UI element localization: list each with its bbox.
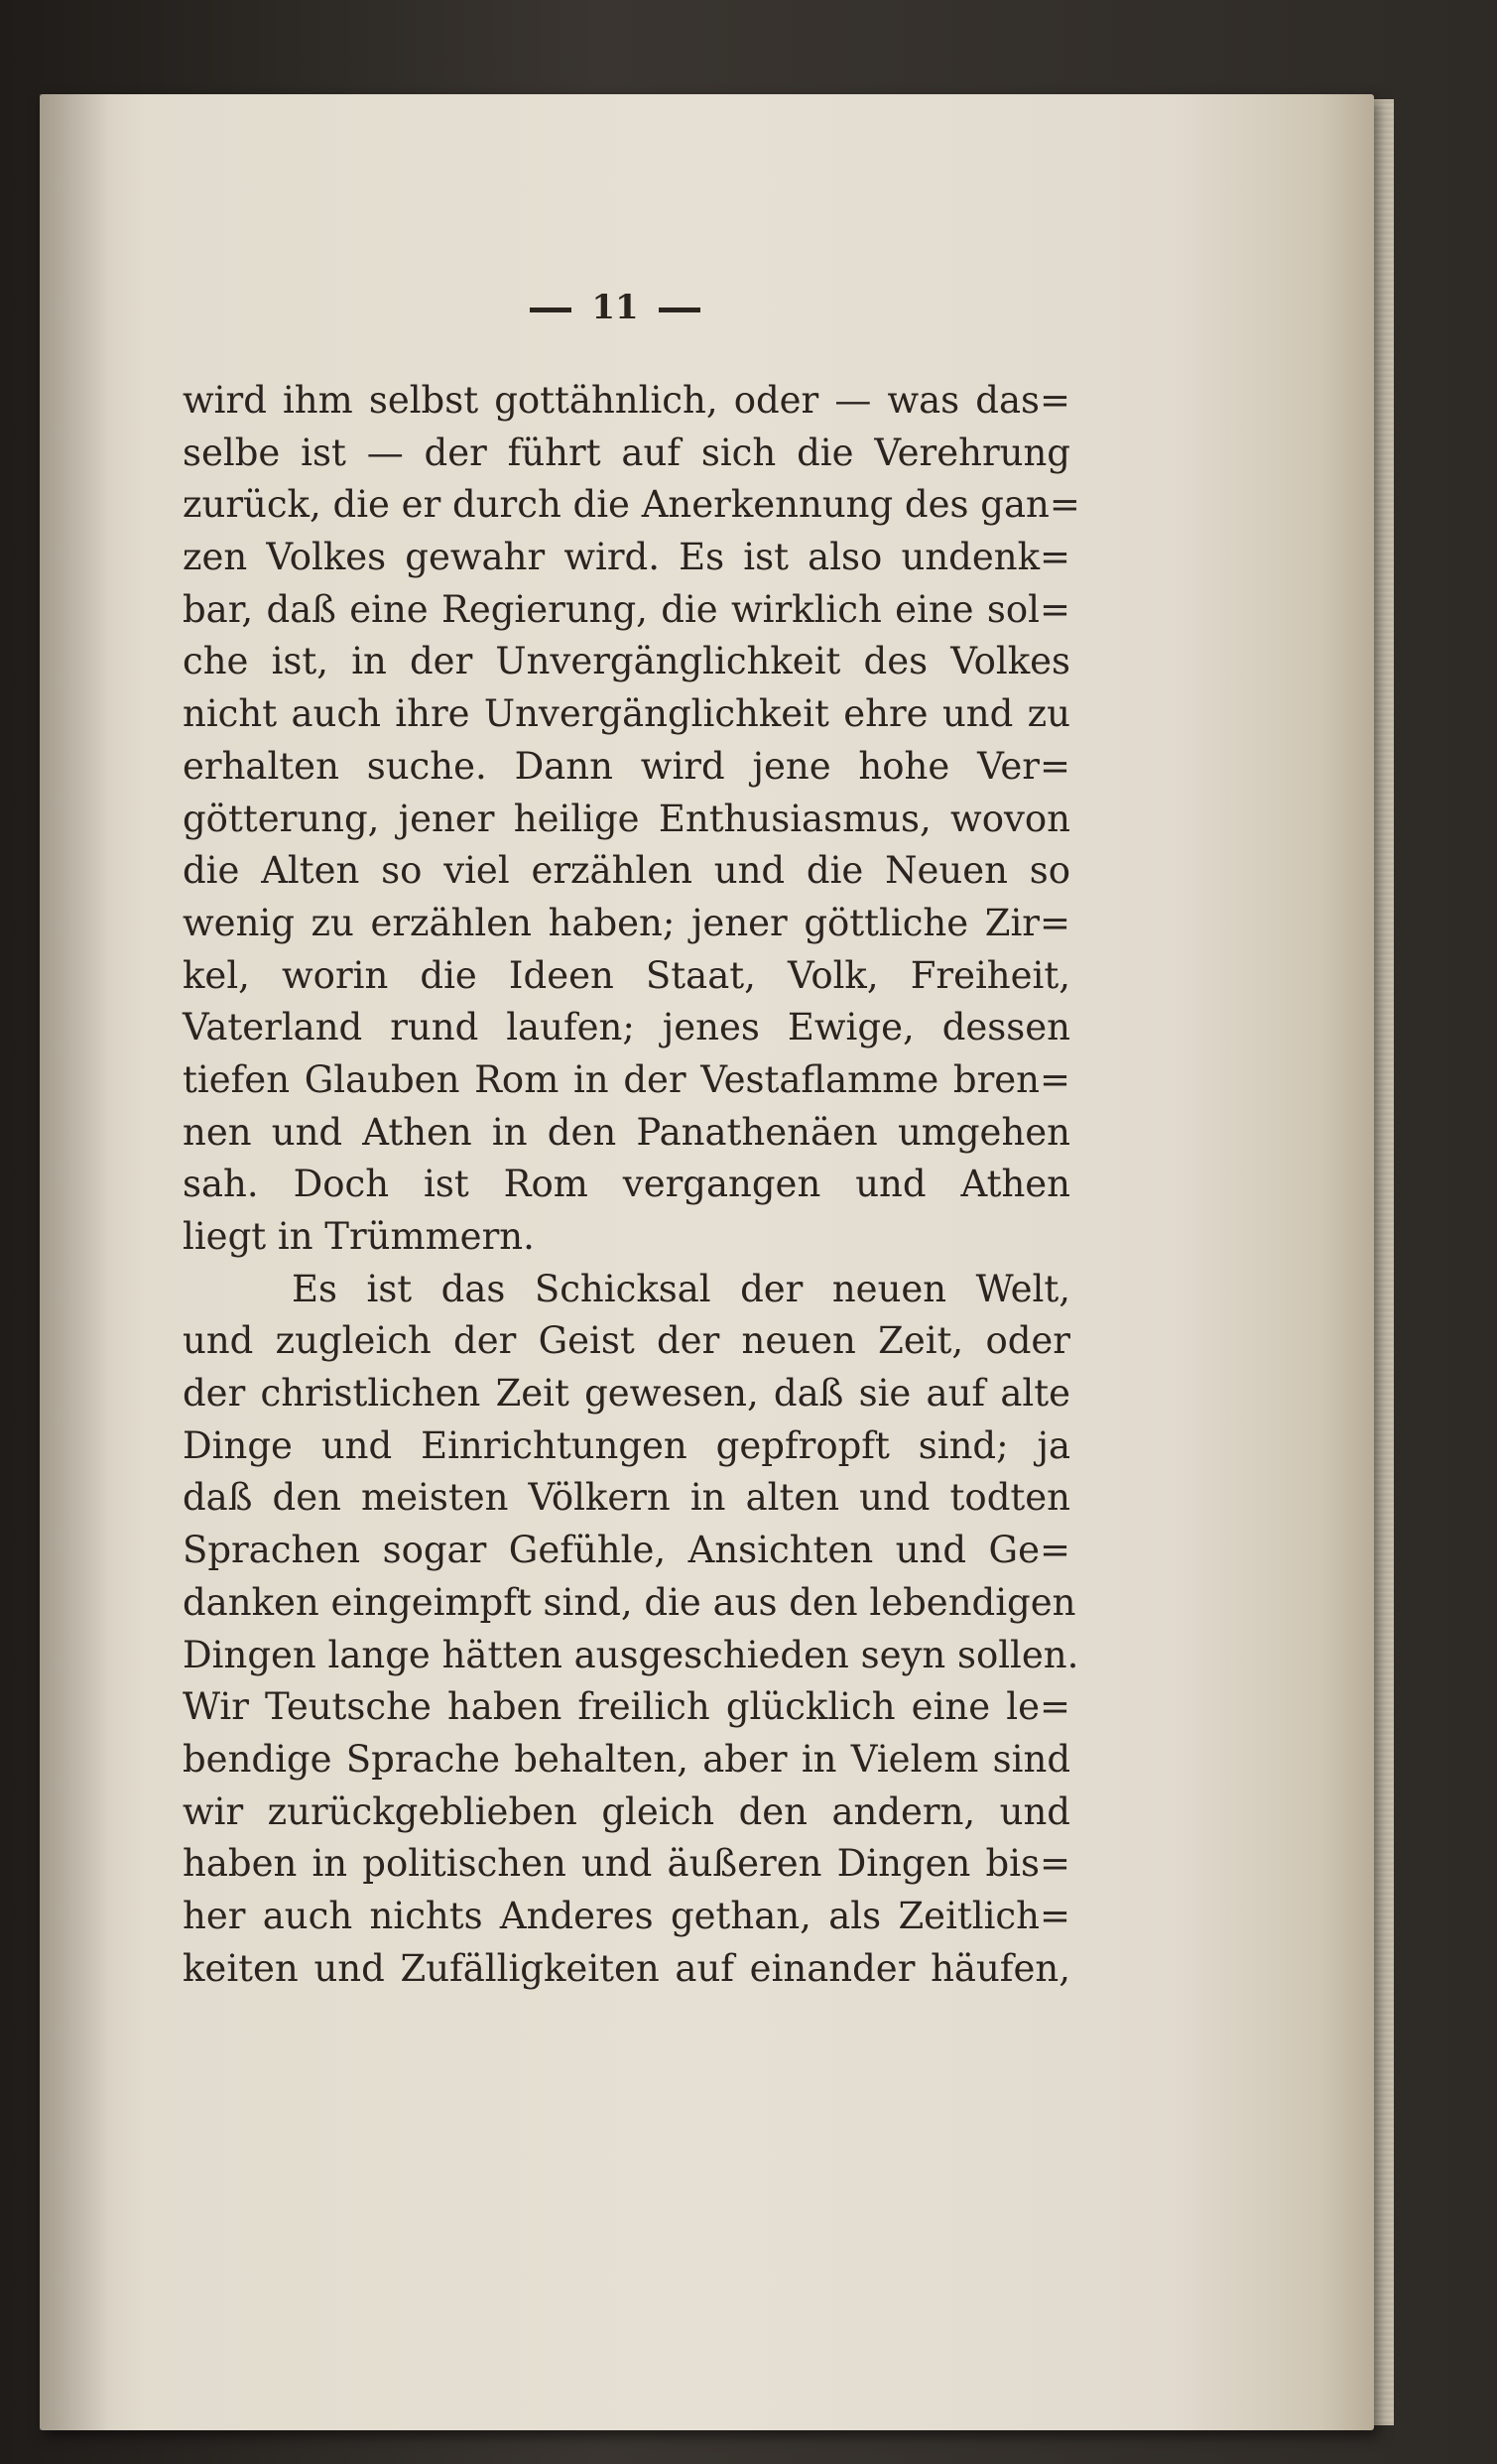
text-line: Sprachen sogar Gefühle, Ansichten und Ge= <box>183 1529 1070 1572</box>
text-line: götterung, jener heilige Enthusiasmus, wovon <box>183 797 1070 840</box>
text-line: bar, daß eine Regierung, die wirklich eine sol= <box>183 587 1070 631</box>
text-line: haben in politischen und äußeren Dingen bis= <box>183 1842 1070 1886</box>
text-line: kel, worin die Ideen Staat, Volk, Freiheit, <box>183 953 1070 997</box>
text-line: sah. Doch ist Rom vergangen und Athen <box>183 1163 1070 1206</box>
text-line: der christlichen Zeit gewesen, daß sie auf alte <box>183 1372 1070 1416</box>
text-line: Wir Teutsche haben freilich glücklich eine le= <box>183 1685 1070 1729</box>
text-line: zurück, die er durch die Anerkennung des gan= <box>183 483 1080 527</box>
text-line: wird ihm selbst gottähnlich, oder — was das= <box>183 379 1070 422</box>
text-line: liegt in Trümmern. <box>183 1215 535 1258</box>
page-number: 11 <box>591 288 639 327</box>
page-gutter-shadow <box>40 94 109 2430</box>
head-dash-right <box>659 308 700 312</box>
text-line: her auch nichts Anderes gethan, als Zeitlich= <box>183 1894 1070 1937</box>
text-line: daß den meisten Völkern in alten und todten <box>183 1476 1070 1520</box>
text-line: che ist, in der Unvergänglichkeit des Volkes <box>183 640 1070 683</box>
text-line: zen Volkes gewahr wird. Es ist also undenk= <box>183 536 1070 579</box>
text-line: keiten und Zufälligkeiten auf einander häufen, <box>183 1946 1070 1990</box>
running-head <box>466 288 764 327</box>
text-line: Vaterland rund laufen; jenes Ewige, dessen <box>183 1006 1070 1049</box>
head-dash-left <box>530 308 571 312</box>
text-line: erhalten suche. Dann wird jene hohe Ver= <box>183 744 1070 788</box>
text-line: danken eingeimpft sind, die aus den lebendigen <box>183 1580 1076 1624</box>
paragraph-start-line: Es ist das Schicksal der neuen Welt, <box>292 1267 1070 1310</box>
text-line: Dingen lange hätten ausgeschieden seyn sollen. <box>183 1633 1079 1676</box>
text-line: nen und Athen in den Panathenäen umgehen <box>183 1110 1070 1154</box>
text-line: wenig zu erzählen haben; jener göttliche Zir= <box>183 901 1070 944</box>
body-text <box>183 375 1080 1995</box>
text-line: selbe ist — der führt auf sich die Verehrung <box>183 431 1070 474</box>
text-line: tiefen Glauben Rom in der Vestaflamme bren= <box>183 1057 1070 1101</box>
text-line: wir zurückgeblieben gleich den andern, und <box>183 1789 1070 1833</box>
text-line: Dinge und Einrichtungen gepfropft sind; ja <box>183 1423 1070 1467</box>
text-line: und zugleich der Geist der neuen Zeit, oder <box>183 1319 1070 1363</box>
text-line: die Alten so viel erzählen und die Neuen so <box>183 849 1070 893</box>
text-line: nicht auch ihre Unvergänglichkeit ehre und zu <box>183 692 1070 736</box>
text-line: bendige Sprache behalten, aber in Vielem sind <box>183 1737 1070 1781</box>
